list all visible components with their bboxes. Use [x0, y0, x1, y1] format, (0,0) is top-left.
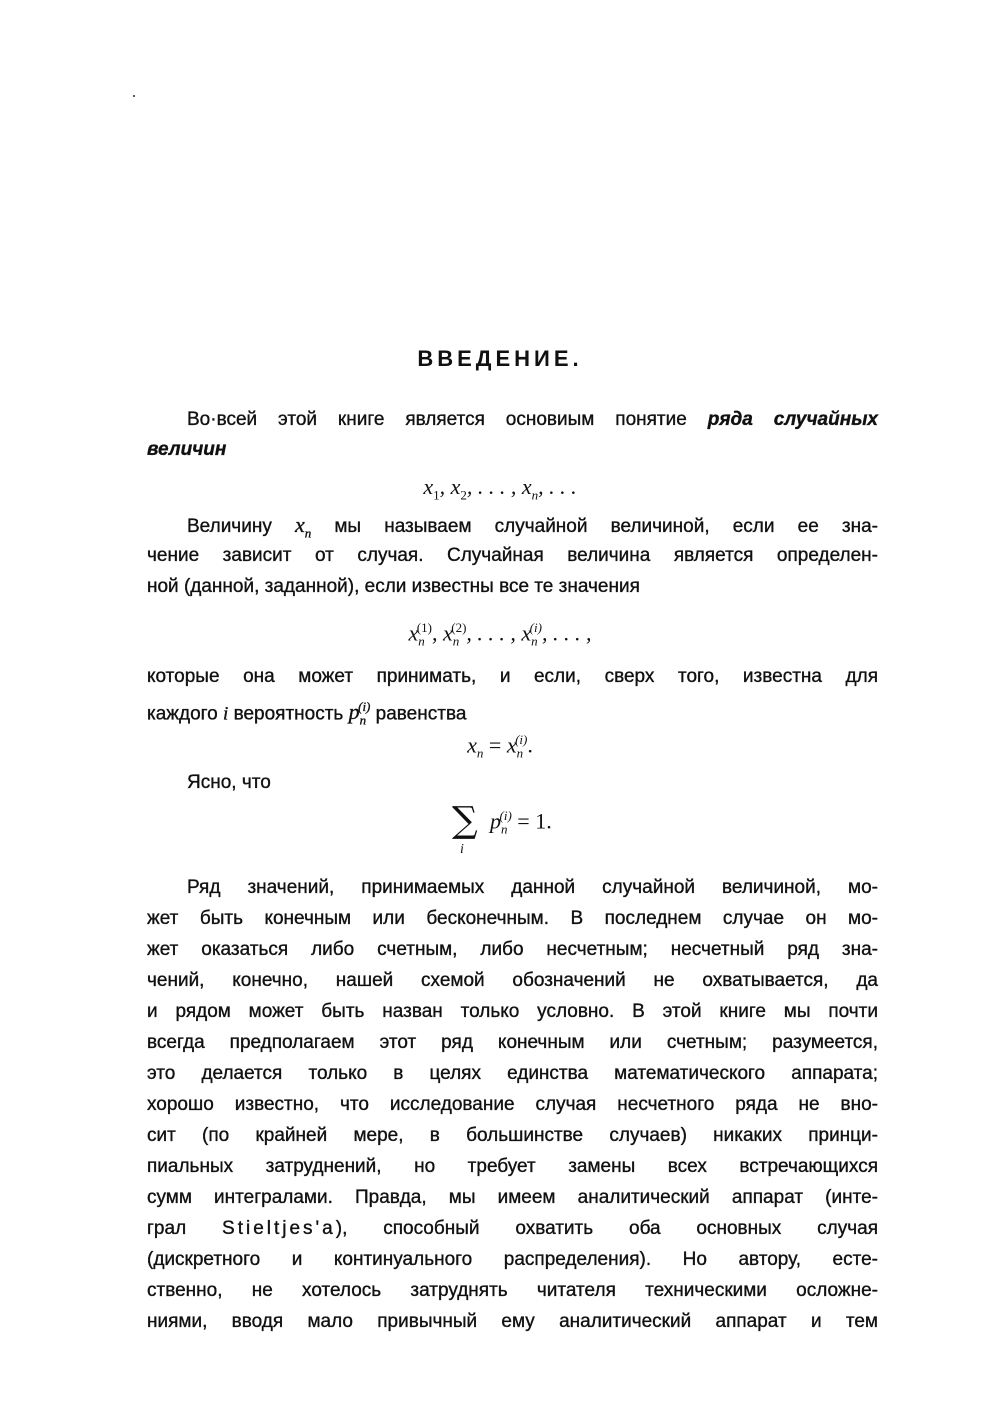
paragraph-line: сумм интегралами. Правда, мы имеем аналитический аппарат (инте-: [147, 1187, 878, 1208]
italic-term: ряда случайных: [707, 409, 879, 430]
scan-speck: [133, 95, 135, 97]
paragraph-line: сит (по крайней мере, в большинстве случаев) никаких принци-: [147, 1125, 878, 1146]
paragraph-line: чение зависит от случая. Случайная величина является определен-: [147, 545, 878, 566]
paragraph-line: ниями, вводя мало привычный ему аналитический аппарат и тем: [147, 1311, 878, 1332]
paragraph-line: это делается только в целях единства математического аппарата;: [147, 1063, 878, 1084]
spaced-name: Stieltjes'a: [222, 1218, 336, 1239]
sub: n: [531, 487, 539, 503]
sep: , . . .: [538, 474, 577, 499]
equation-equality: $x_n = x_n^{(i)}$.: [467, 732, 533, 761]
paragraph-line: и рядом может быть назван только условно. В этой книге мы почти: [147, 1001, 878, 1022]
sep: ,: [439, 474, 451, 499]
paragraph-line: всегда предполагаем этот ряд конечным или счетным; разумеется,: [147, 1032, 878, 1053]
paragraph-line: [187, 408, 878, 432]
paragraph-line: ной (данной, заданной), если известны все те значения: [147, 576, 640, 597]
var: x: [521, 474, 532, 499]
paragraph-line: хорошо известно, что исследование случая несчетного ряда не вно-: [147, 1094, 878, 1115]
sep: , . . . ,: [466, 474, 522, 499]
paragraph-line: чений, конечно, нашей схемой обозначений не охватывается, да: [147, 970, 878, 991]
sub: 2: [460, 487, 467, 503]
equation-sequence: [0, 474, 1000, 503]
var: x: [423, 474, 434, 499]
equation-sum: $p_n^{(i)} = 1$.: [490, 808, 552, 837]
paragraph-line: ственно, не хотелось затруднять читателя техническими осложне-: [147, 1280, 878, 1301]
text: Величину: [187, 516, 295, 537]
sum-index: i: [460, 842, 464, 857]
paragraph-line: жет быть конечным или бесконечным. В последнем случае он мо-: [147, 908, 878, 929]
paragraph-line: грал Stieltjes'a), способный охватить оба основных случая: [147, 1218, 878, 1239]
paragraph-line: Ряд значений, принимаемых данной случайной величиной, мо-: [187, 877, 878, 898]
equation-values: $x_n^{(1)}$, $x_n^{(2)}$, . . . , $x_n^{(i)}$, . . . ,: [408, 620, 592, 649]
paragraph-line: пиальных затруднений, но требует замены всех встречающихся: [147, 1156, 878, 1177]
sub: 1: [433, 487, 440, 503]
paragraph-line: [147, 438, 878, 462]
sigma-symbol: ∑: [452, 800, 478, 841]
paragraph-line: жет оказаться либо счетным, либо несчетным; несчетный ряд зна-: [147, 939, 878, 960]
paragraph-line: (дискретного и континуального распределения). Но автору, есте-: [147, 1249, 878, 1270]
paragraph-line: которые она может принимать, и если, сверх того, известна для: [147, 666, 878, 687]
paragraph-line: Ясно, что: [187, 772, 271, 793]
chapter-title: ВВЕДЕНИЕ.: [417, 346, 583, 371]
paragraph-line: каждого i вероятность $p_n^{(i)}$ равенства: [147, 699, 467, 728]
italic-term: величин: [147, 439, 227, 460]
paragraph-line: Величину $x_n$ мы называем случайной величиной, если ее зна-: [187, 512, 878, 541]
text: Во·всей этой книге является основиым понятие: [187, 409, 708, 430]
text: мы называем случайной величиной, если ее зна-: [311, 516, 878, 537]
var: x: [450, 474, 461, 499]
